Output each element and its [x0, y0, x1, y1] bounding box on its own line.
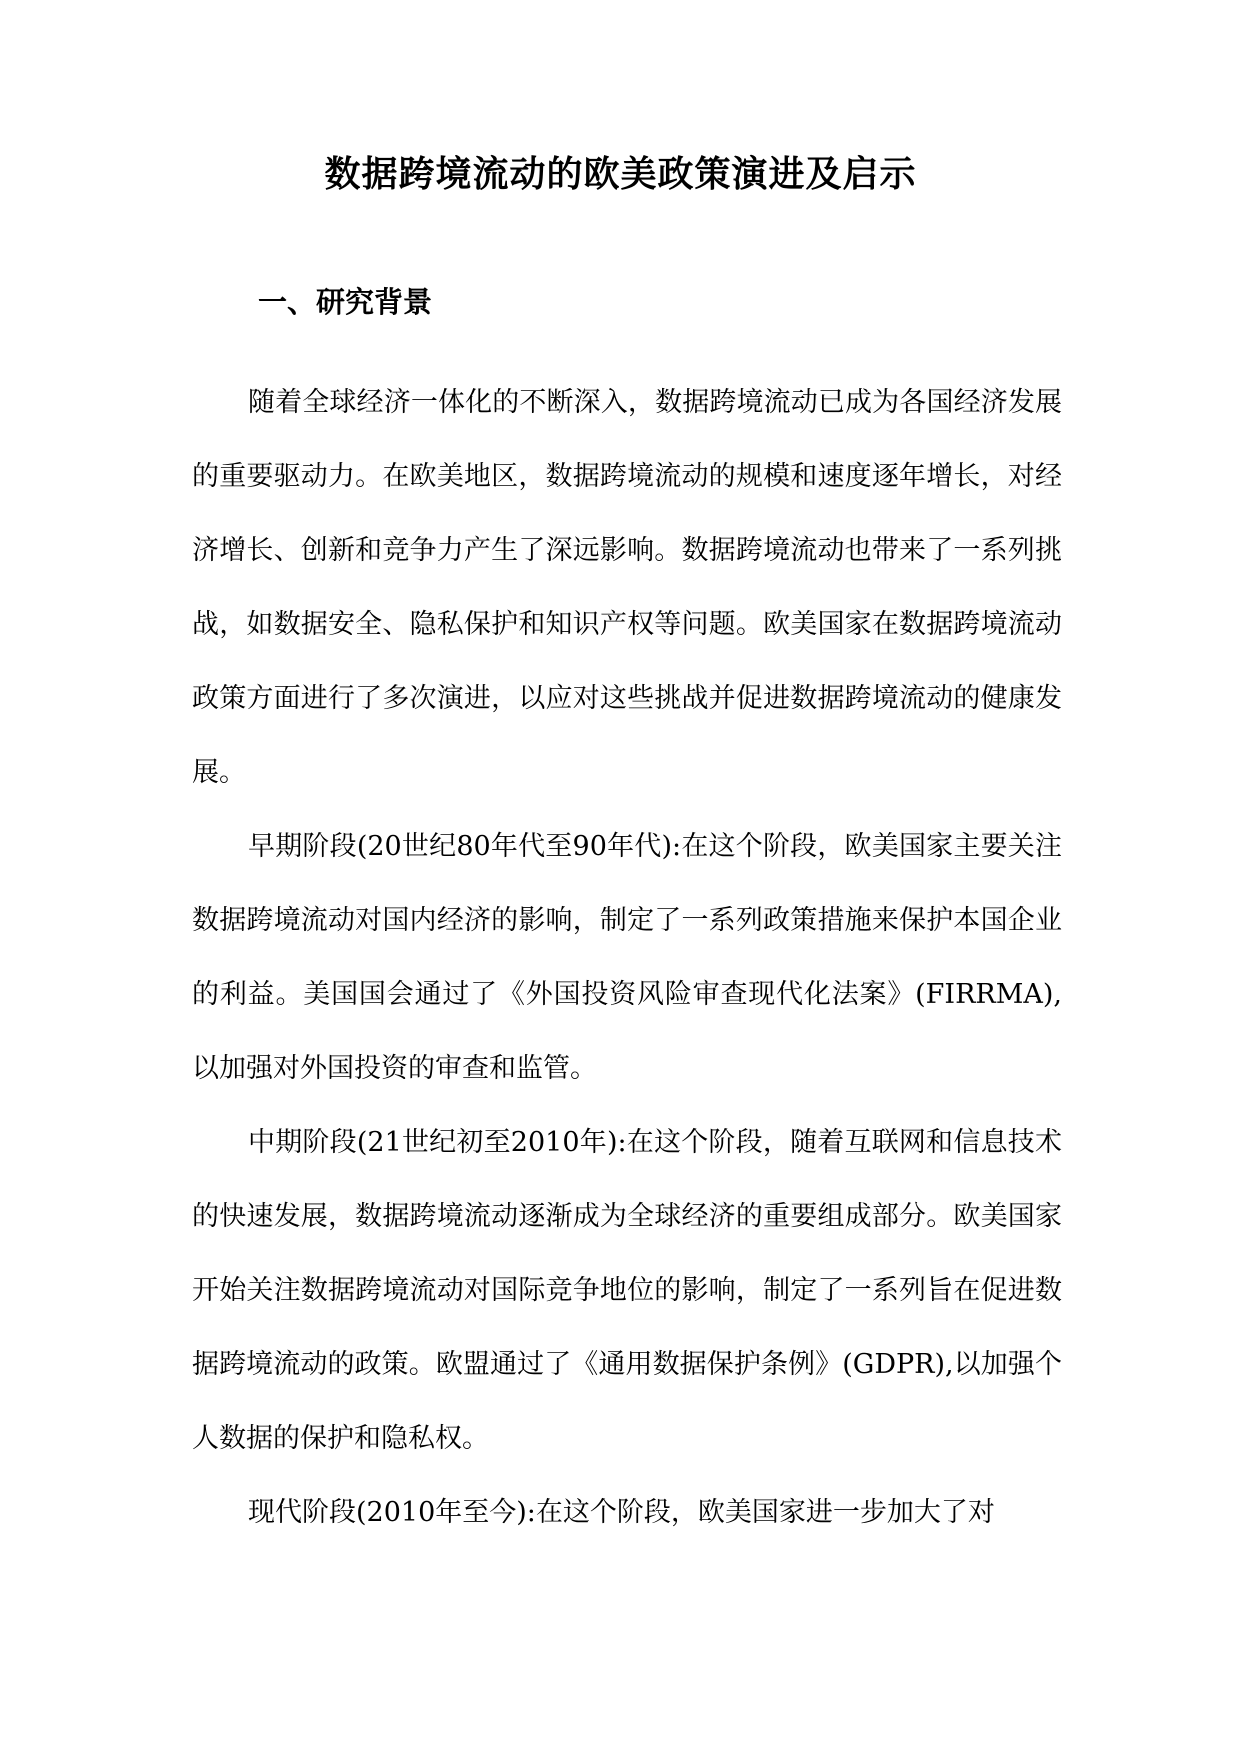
- paragraph-early-stage: 早期阶段(20世纪80年代至90年代):在这个阶段，欧美国家主要关注数据跨境流动对国内经济的影响，制定了一系列政策措施来保护本国企业的利益。美国国会通过了《外国投资风险审查现代化法案》(FIRRMA),以加强对外国投资的审查和监管。: [192, 831, 1062, 1084]
- paragraph-modern-stage: 现代阶段(2010年至今):在这个阶段，欧美国家进一步加大了对: [248, 1497, 995, 1528]
- body-text: [192, 366, 1062, 1550]
- section-heading: 一、研究背景: [258, 285, 433, 319]
- document-title: 数据跨境流动的欧美政策演进及启示: [324, 154, 917, 195]
- paragraph-middle-stage: 中期阶段(21世纪初至2010年):在这个阶段，随着互联网和信息技术的快速发展，数据跨境流动逐渐成为全球经济的重要组成部分。欧美国家开始关注数据跨境流动对国际竞争地位的影响，制定了一系列旨在促进数据跨境流动的政策。欧盟通过了《通用数据保护条例》(GDPR),以加强个人数据的保护和隐私权。: [192, 1127, 1062, 1454]
- paragraph-background: 随着全球经济一体化的不断深入，数据跨境流动已成为各国经济发展的重要驱动力。在欧美地区，数据跨境流动的规模和速度逐年增长，对经济增长、创新和竞争力产生了深远影响。数据跨境流动也带来了一系列挑战，如数据安全、隐私保护和知识产权等问题。欧美国家在数据跨境流动政策方面进行了多次演进，以应对这些挑战并促进数据跨境流动的健康发展。: [192, 387, 1062, 788]
